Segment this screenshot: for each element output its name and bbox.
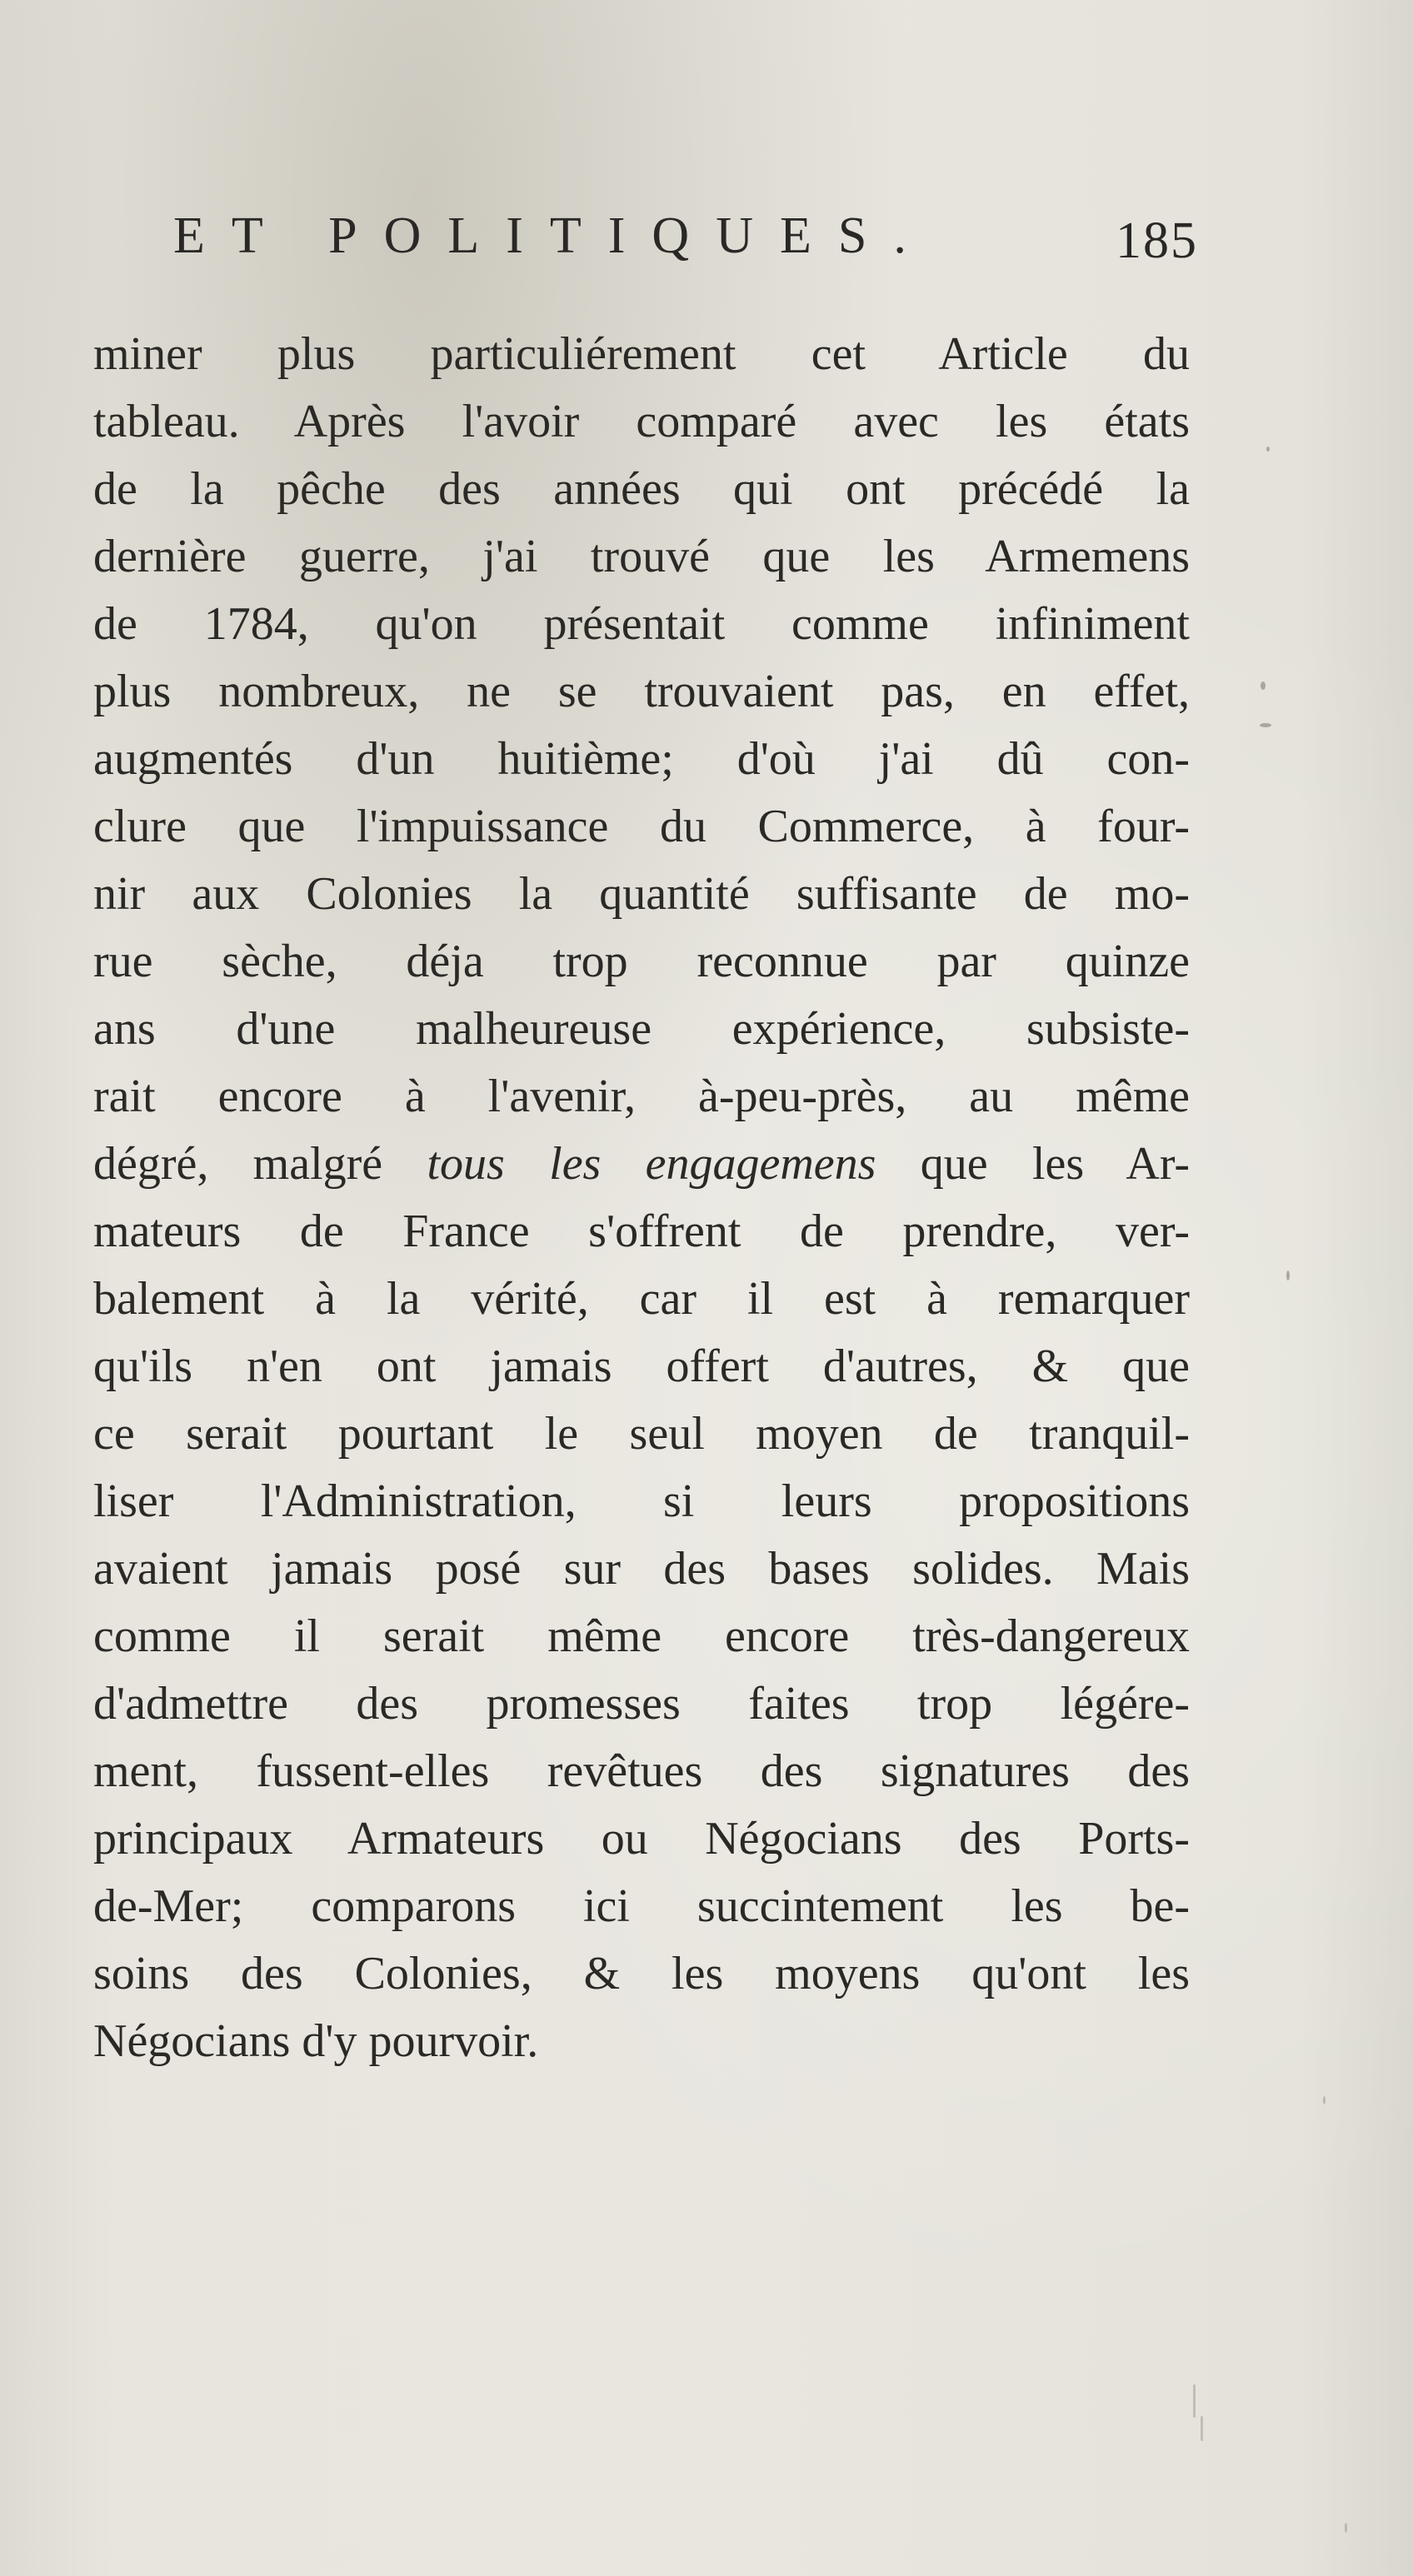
text-line: ans d'une malheureuse expérience, subsiste-: [93, 1003, 1190, 1055]
text-line: rue sèche, déja trop reconnue par quinze: [93, 936, 1190, 987]
text-line: plus nombreux, ne se trouvaient pas, en effet,: [93, 666, 1190, 717]
running-head: [173, 207, 1198, 298]
paper-speck: [1261, 681, 1266, 690]
body-paragraph: [93, 321, 1190, 2075]
text-line: de 1784, qu'on présentait comme infiniment: [93, 598, 1190, 650]
text-line: clure que l'impuissance du Commerce, à four-: [93, 801, 1190, 852]
text-line: tableau. Après l'avoir comparé avec les états: [93, 396, 1190, 447]
paper-speck: [1323, 2096, 1326, 2104]
text-line: liser l'Administration, si leurs propositions: [93, 1475, 1190, 1527]
text-line: comme il serait même encore très-dangereux: [93, 1610, 1190, 1662]
text-line: augmentés d'un huitième; d'où j'ai dû con-: [93, 733, 1190, 785]
page-number: 185: [1116, 212, 1198, 269]
text-line-with-italic: [93, 1131, 1190, 1198]
text-line: miner plus particuliérement cet Article du: [93, 328, 1190, 380]
text-line: rait encore à l'avenir, à-peu-près, au même: [93, 1071, 1190, 1122]
text-line: de la pêche des années qui ont précédé la: [93, 463, 1190, 515]
italic-phrase: tous les engagemens: [427, 1138, 876, 1190]
paper-speck: [1286, 1271, 1290, 1281]
text-line: principaux Armateurs ou Négocians des Ports-: [93, 1813, 1190, 1865]
text-line: d'admettre des promesses faites trop légére-: [93, 1678, 1190, 1730]
text-segment: que les Ar-: [876, 1138, 1191, 1190]
paper-speck: [1345, 2523, 1347, 2533]
text-line: balement à la vérité, car il est à remarquer: [93, 1273, 1190, 1325]
text-line-last: Négocians d'y pourvoir.: [93, 2015, 539, 2067]
text-line: de-Mer; comparons ici succintement les be-: [93, 1880, 1190, 1932]
text-line: dernière guerre, j'ai trouvé que les Armemens: [93, 531, 1190, 582]
text-line: qu'ils n'en ont jamais offert d'autres, & que: [93, 1340, 1190, 1392]
text-line: soins des Colonies, & les moyens qu'ont les: [93, 1948, 1190, 1999]
paper-speck: [1266, 447, 1270, 452]
paper-speck: [1201, 2416, 1203, 2441]
paper-speck: [1260, 723, 1271, 727]
text-line: avaient jamais posé sur des bases solides. Mais: [93, 1543, 1190, 1595]
paper-speck: [1193, 2384, 1196, 2418]
text-line: nir aux Colonies la quantité suffisante de mo-: [93, 868, 1190, 920]
text-line: ce serait pourtant le seul moyen de tranquil-: [93, 1408, 1190, 1460]
running-head-title: ET POLITIQUES.: [173, 207, 933, 264]
text-segment: dégré, malgré: [93, 1138, 427, 1190]
text-line: ment, fussent-elles revêtues des signatures des: [93, 1745, 1190, 1797]
text-line: mateurs de France s'offrent de prendre, ver-: [93, 1206, 1190, 1257]
